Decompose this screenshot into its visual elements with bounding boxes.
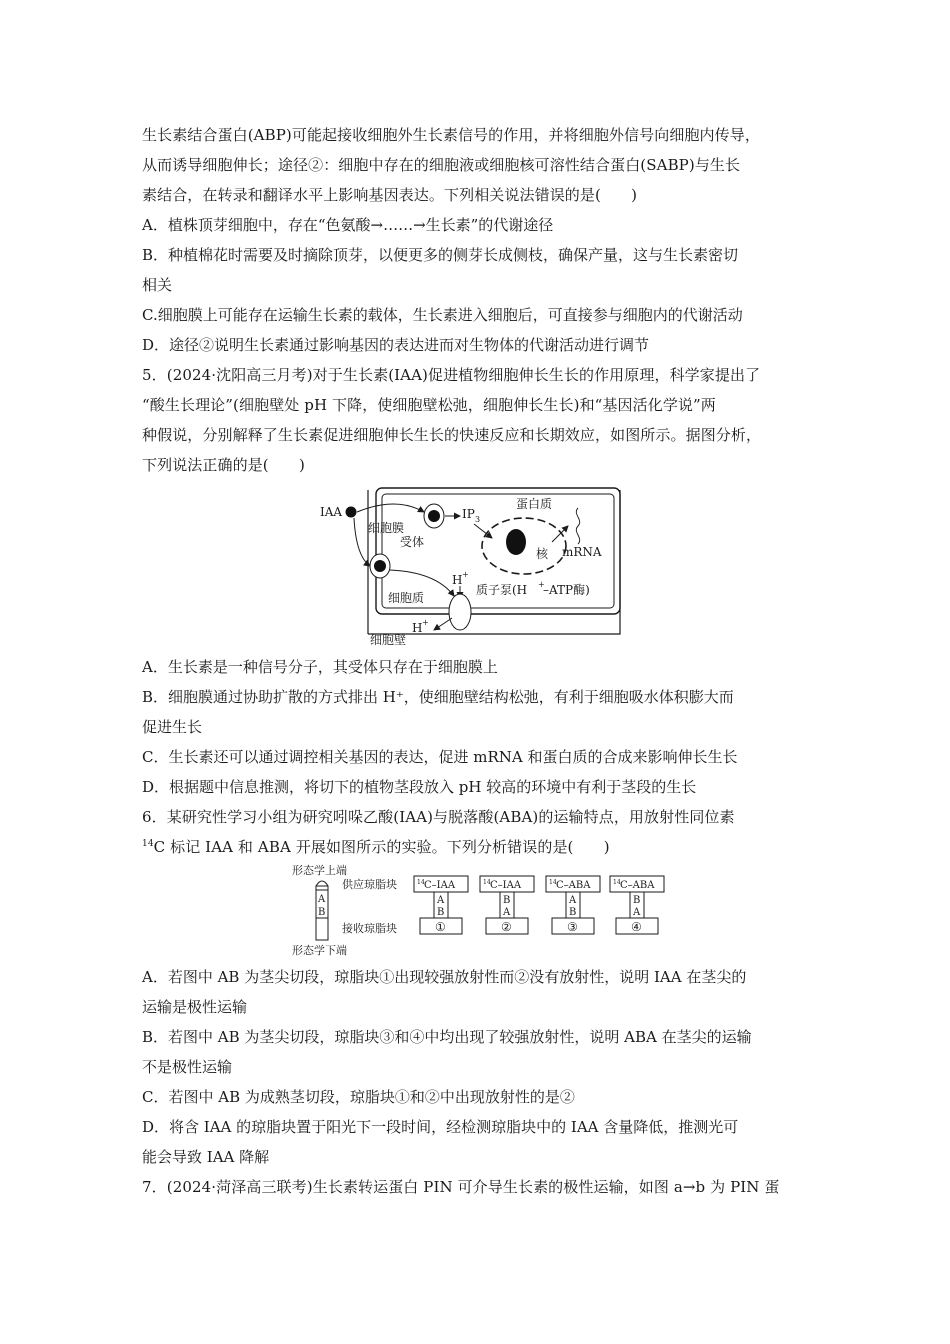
stem-seg-b: B [318,907,326,918]
document-page [142,120,822,1202]
proton-pump-label-end: –ATP酶) [543,583,590,597]
q4-stem-line: 素结合，在转录和翻译水平上影响基因表达。下列相关说法错误的是( ) [142,186,638,204]
q6-option-d-cont: 能会导致 IAA 降解 [142,1148,270,1166]
cell-wall-outline [368,490,620,634]
ip3-subscript: 3 [475,515,481,524]
q6-option-d: D．将含 IAA 的琼脂块置于阳光下一段时间，经检测琼脂块中的 IAA 含量降低，推测光可 [142,1118,739,1136]
question-7 [142,1172,822,1202]
membrane-label: 细胞膜 [368,521,405,535]
segment-2-top: B [503,895,511,906]
ip3-to-nucleus-arrow [474,524,492,538]
q6-option-a: A．若图中 AB 为茎尖切段，琼脂块①出现较强放射性而②没有放射性，说明 IAA 在茎尖的 [142,968,747,986]
q5-option-b: B．细胞膜通过协助扩散的方式排出 H⁺，使细胞壁结构松弛，有利于细胞吸水体积膨大而 [142,688,734,706]
experiment-group-1 [414,876,468,934]
q5-option-c: C．生长素还可以通过调控相关基因的表达，促进 mRNA 和蛋白质的合成来影响伸长生长 [142,748,738,766]
q6-option-b-cont: 不是极性运输 [142,1058,233,1076]
mrna-label: mRNA [562,545,602,559]
protein-squiggle [576,508,579,544]
q5-option-d: D．根据题中信息推测，将切下的植物茎段放入 pH 较高的环境中有利于茎段的生长 [142,778,697,796]
donor-block-2-sup: 14 [483,879,491,886]
nucleolus [506,529,526,555]
q4-stem-line: 从而诱导细胞伸长；途径②：细胞中存在的细胞液或细胞核可溶性结合蛋白(SABP)与生长 [142,156,741,174]
transport-experiment-figure [142,862,822,962]
proton-pump [449,594,471,630]
receptor-label: 受体 [400,535,425,549]
experiment-group-3 [546,876,600,934]
h-plus-inside-sup: + [462,570,469,579]
receiver-block-3-num: ③ [567,920,578,934]
question-4 [142,120,822,360]
segment-4-bottom: A [633,907,641,918]
q6-option-b: B．若图中 AB 为茎尖切段，琼脂块③和④中均出现了较强放射性，说明 ABA 在茎尖的运输 [142,1028,752,1046]
donor-block-4-label: C–ABA [620,880,655,891]
cell-wall-label: 细胞壁 [370,633,407,646]
h-plus-outside-sup: + [422,618,429,627]
segment-1-bottom: B [437,907,445,918]
iaa-to-receptor-arrow [357,504,424,512]
q5-option-a: A．生长素是一种信号分子，其受体只存在于细胞膜上 [142,658,498,676]
nucleus-label: 核 [536,547,549,561]
h-plus-out-arrow [434,618,452,630]
proton-pump-sup: + [538,580,545,589]
c14-superscript: 14 [142,839,154,849]
bottom-end-label: 形态学下端 [292,944,347,957]
ip3-label: IP [462,507,475,521]
question-5 [142,360,822,802]
q5-stem-line: 下列说法正确的是( ) [142,456,305,474]
q6-stem-line: 6．某研究性学习小组为研究吲哚乙酸(IAA)与脱落酸(ABA)的运输特点，用放射性同位素 [142,808,735,826]
q4-option-b: B．种植棉花时需要及时摘除顶芽，以便更多的侧芽长成侧枝，确保产量，这与生长素密切 [142,246,739,264]
q6-stem-line-2-text: C 标记 IAA 和 ABA 开展如图所示的实验。下列分析错误的是( ) [153,838,610,856]
protein-label: 蛋白质 [516,497,553,511]
segment-3-top: A [569,895,577,906]
h-plus-inside-label: H [452,573,463,587]
mrna-to-protein-arrow [552,526,568,542]
q5-stem-line: “酸生长理论”(细胞壁处 pH 下降，使细胞壁松弛，细胞伸长生长)和“基因活化学说”两 [142,396,716,414]
iaa-molecule [346,507,357,518]
receiver-block-label: 接收琼脂块 [342,922,397,935]
donor-block-4-sup: 14 [613,879,621,886]
donor-block-1-label: C–IAA [424,880,456,891]
donor-block-2-label: C–IAA [490,880,522,891]
h-plus-outside-label: H [412,621,423,635]
stem-seg-a: A [318,894,326,905]
q5-stem-line: 5．(2024·沈阳高三月考)对于生长素(IAA)促进植物细胞伸长生长的作用原理，科学家提出了 [142,366,761,384]
q5-option-b-cont: 促进生长 [142,718,203,736]
stem-tip [316,881,328,886]
auxin-mechanism-diagram [316,486,626,646]
receiver-block-1-num: ① [435,920,446,934]
segment-1-top: A [437,895,445,906]
receiver-block-4-num: ④ [631,920,642,934]
q4-option-d: D．途径②说明生长素通过影响基因的表达进而对生物体的代谢活动进行调节 [142,336,650,354]
donor-block-label: 供应琼脂块 [342,878,397,891]
transport-experiment-diagram [286,864,666,958]
experiment-group-4 [610,876,664,934]
q6-option-a-cont: 运输是极性运输 [142,998,248,1016]
top-end-label: 形态学上端 [292,864,347,877]
segment-2-bottom: A [503,907,511,918]
segment-3-bottom: B [569,907,577,918]
donor-block-3-sup: 14 [549,879,557,886]
cytoplasm-label: 细胞质 [388,591,425,605]
iaa-label: IAA [320,505,343,519]
proton-pump-label: 质子泵(H [476,583,528,597]
receptor-2-bound-iaa [374,560,386,572]
q6-stem-line-2 [142,832,822,862]
receptor-1-bound-iaa [428,510,440,522]
q4-stem-line: 生长素结合蛋白(ABP)可能起接收细胞外生长素信号的作用，并将细胞外信号向细胞内传导， [142,126,760,144]
q5-stem-line: 种假说，分别解释了生长素促进细胞伸长生长的快速反应和长期效应，如图所示。据图分析， [142,426,762,444]
q4-option-b-cont: 相关 [142,276,173,294]
auxin-mechanism-figure [142,480,822,652]
question-6 [142,802,822,1172]
donor-block-1-sup: 14 [417,879,425,886]
experiment-group-2 [480,876,534,934]
donor-block-3-label: C–ABA [556,880,591,891]
segment-4-top: B [633,895,641,906]
q6-option-c: C．若图中 AB 为成熟茎切段，琼脂块①和②中出现放射性的是② [142,1088,575,1106]
q7-stem-line: 7．(2024·菏泽高三联考)生长素转运蛋白 PIN 可介导生长素的极性运输，如图 a→b 为 PIN 蛋 [142,1178,780,1196]
q4-option-c: C.细胞膜上可能存在运输生长素的载体，生长素进入细胞后，可直接参与细胞内的代谢活动 [142,306,743,324]
receiver-block-2-num: ② [501,920,512,934]
q4-option-a: A．植株顶芽细胞中，存在“色氨酸→……→生长素”的代谢途径 [142,216,554,234]
